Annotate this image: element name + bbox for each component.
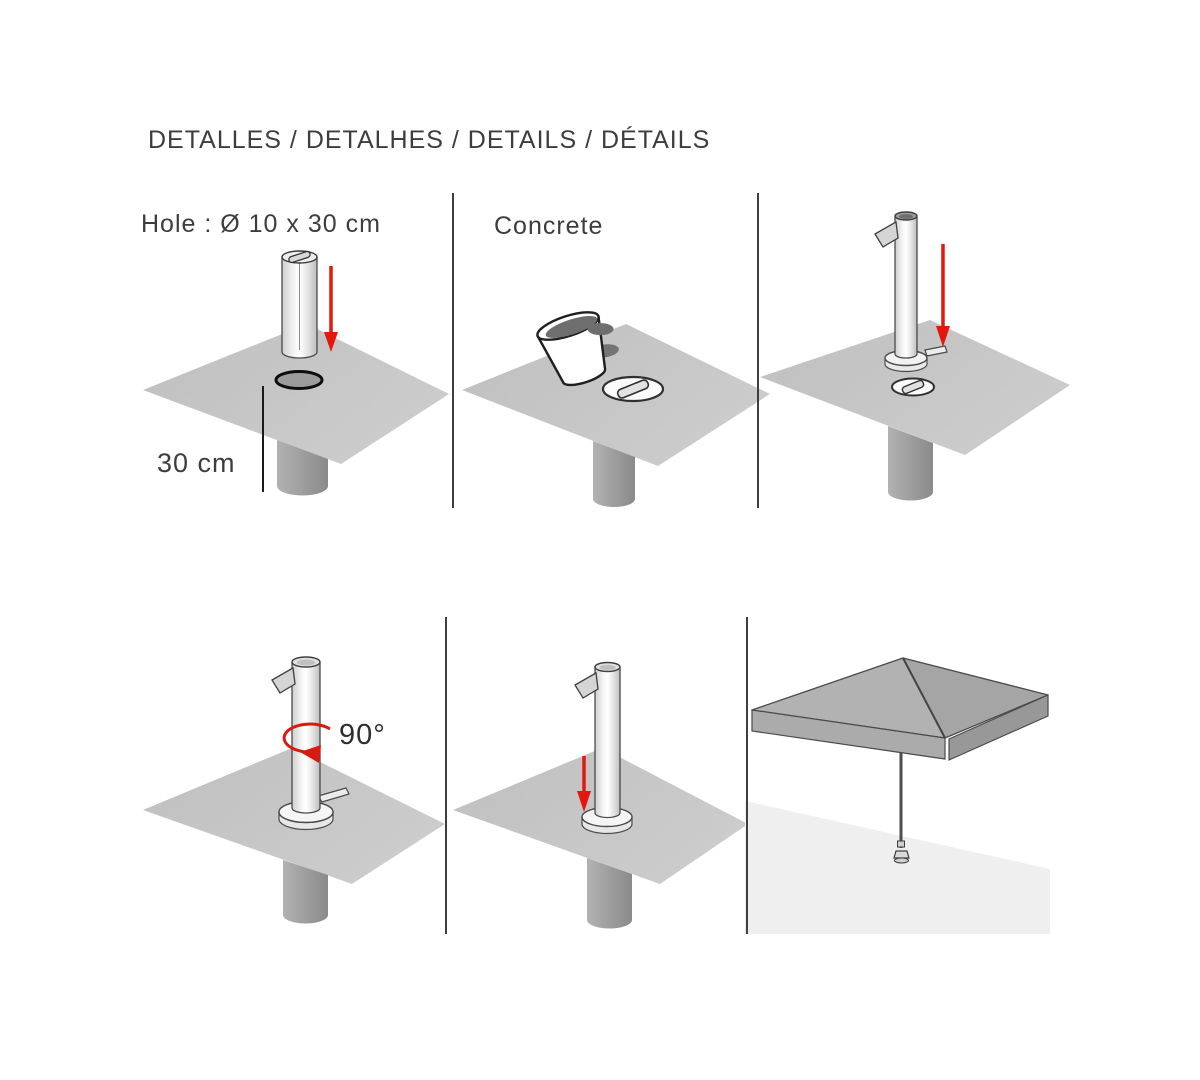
rotation-angle-label: 90° [339,719,386,751]
step4-scene [140,610,452,940]
divider-top-left [452,193,454,508]
step3-panel [759,192,1081,514]
socket-cap [603,377,663,401]
ground-area [745,801,1050,934]
down-arrow-icon [936,244,950,347]
step1-panel [135,200,457,512]
step3-scene [759,192,1081,514]
step2-panel [458,200,776,512]
step6-scene [745,605,1077,941]
hole-size-label: Hole : Ø 10 x 30 cm [141,210,381,238]
ground-hole [276,372,322,389]
depth-label: 30 cm [157,448,236,478]
step5-panel [450,610,752,940]
divider-bottom-left [445,617,447,934]
umbrella-pole [875,212,917,358]
umbrella-canopy [752,658,1048,760]
divider-top-right [757,193,759,508]
step4-panel [140,610,452,940]
page-title: DETALLES / DETALHES / DETAILS / DÉTAILS [148,126,711,154]
step6-panel [745,605,1077,941]
step5-scene [450,610,752,940]
sleeve-tube [282,251,317,358]
step2-scene [458,200,776,512]
divider-bottom-right [746,617,748,934]
socket-cap [892,379,934,396]
concrete-label: Concrete [494,212,604,240]
